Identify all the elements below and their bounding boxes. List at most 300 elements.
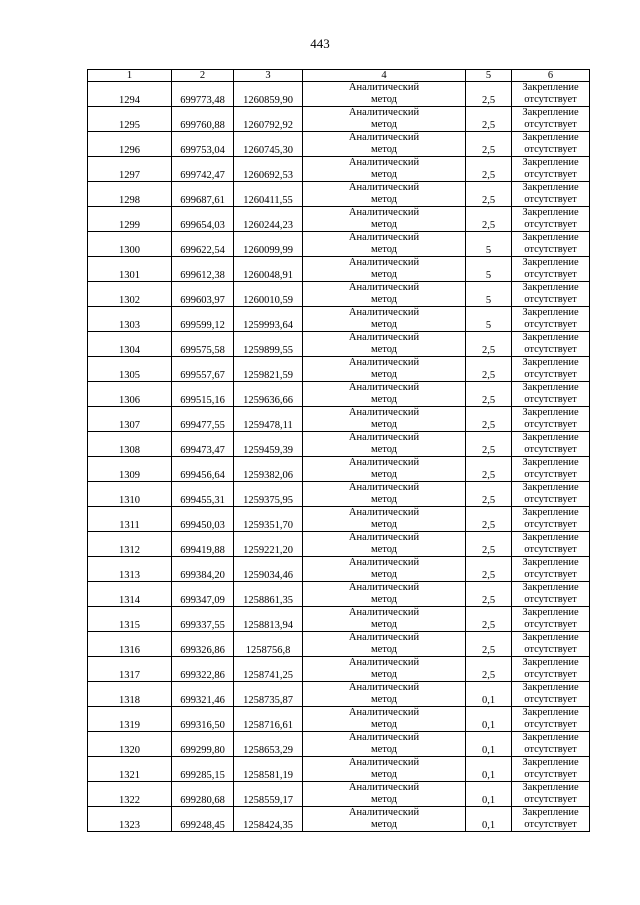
- method-cell: [303, 457, 466, 482]
- method-line-1: Аналитический: [348, 607, 420, 618]
- fixation-line-2: отсутствует: [524, 294, 577, 305]
- method-line-1: Аналитический: [348, 157, 420, 168]
- fixation-line-1: Закрепление: [522, 407, 579, 418]
- method-line-1: Аналитический: [348, 582, 420, 593]
- table-row: [88, 607, 590, 632]
- method-line-1: Аналитический: [348, 507, 420, 518]
- method-cell: [303, 182, 466, 207]
- x-coordinate-cell: 699622,54: [172, 232, 234, 257]
- accuracy-cell: 2,5: [466, 132, 512, 157]
- x-coordinate-cell: 699575,58: [172, 332, 234, 357]
- method-line-2: метод: [370, 744, 398, 755]
- accuracy-cell: 2,5: [466, 632, 512, 657]
- fixation-cell: [512, 732, 590, 757]
- fixation-cell: [512, 582, 590, 607]
- fixation-line-1: Закрепление: [522, 332, 579, 343]
- header-cell-5: 5: [466, 70, 512, 82]
- accuracy-cell: 0,1: [466, 732, 512, 757]
- point-number-cell: 1319: [88, 707, 172, 732]
- method-cell: [303, 532, 466, 557]
- method-line-1: Аналитический: [348, 782, 420, 793]
- fixation-cell: [512, 232, 590, 257]
- method-line-2: метод: [370, 694, 398, 705]
- x-coordinate-cell: 699384,20: [172, 557, 234, 582]
- point-number-cell: 1311: [88, 507, 172, 532]
- method-line-1: Аналитический: [348, 207, 420, 218]
- y-coordinate-cell: 1259351,70: [234, 507, 303, 532]
- y-coordinate-cell: 1260048,91: [234, 257, 303, 282]
- accuracy-cell: 2,5: [466, 82, 512, 107]
- table-row: [88, 132, 590, 157]
- table-row: [88, 707, 590, 732]
- y-coordinate-cell: 1258653,29: [234, 732, 303, 757]
- fixation-line-2: отсутствует: [524, 319, 577, 330]
- accuracy-cell: 2,5: [466, 357, 512, 382]
- method-line-2: метод: [370, 544, 398, 555]
- fixation-cell: [512, 682, 590, 707]
- y-coordinate-cell: 1258716,61: [234, 707, 303, 732]
- accuracy-cell: 5: [466, 257, 512, 282]
- method-cell: [303, 257, 466, 282]
- x-coordinate-cell: 699603,97: [172, 282, 234, 307]
- point-number-cell: 1295: [88, 107, 172, 132]
- method-line-1: Аналитический: [348, 532, 420, 543]
- point-number-cell: 1305: [88, 357, 172, 382]
- accuracy-cell: 5: [466, 307, 512, 332]
- fixation-line-2: отсутствует: [524, 619, 577, 630]
- fixation-line-1: Закрепление: [522, 507, 579, 518]
- accuracy-cell: 0,1: [466, 707, 512, 732]
- y-coordinate-cell: 1259221,20: [234, 532, 303, 557]
- fixation-line-2: отсутствует: [524, 169, 577, 180]
- fixation-line-1: Закрепление: [522, 157, 579, 168]
- accuracy-cell: 2,5: [466, 382, 512, 407]
- fixation-cell: [512, 307, 590, 332]
- header-cell-4: 4: [303, 70, 466, 82]
- fixation-line-2: отсутствует: [524, 794, 577, 805]
- x-coordinate-cell: 699299,80: [172, 732, 234, 757]
- x-coordinate-cell: 699322,86: [172, 657, 234, 682]
- y-coordinate-cell: 1259899,55: [234, 332, 303, 357]
- fixation-line-2: отсутствует: [524, 719, 577, 730]
- fixation-line-1: Закрепление: [522, 757, 579, 768]
- y-coordinate-cell: 1260745,30: [234, 132, 303, 157]
- point-number-cell: 1314: [88, 582, 172, 607]
- x-coordinate-cell: 699599,12: [172, 307, 234, 332]
- method-line-2: метод: [370, 119, 398, 130]
- fixation-line-1: Закрепление: [522, 732, 579, 743]
- accuracy-cell: 2,5: [466, 157, 512, 182]
- fixation-line-1: Закрепление: [522, 557, 579, 568]
- accuracy-cell: 2,5: [466, 582, 512, 607]
- fixation-cell: [512, 457, 590, 482]
- fixation-cell: [512, 532, 590, 557]
- header-row: [88, 70, 590, 82]
- y-coordinate-cell: 1260692,53: [234, 157, 303, 182]
- fixation-line-2: отсутствует: [524, 269, 577, 280]
- fixation-cell: [512, 782, 590, 807]
- fixation-line-1: Закрепление: [522, 807, 579, 818]
- y-coordinate-cell: 1260010,59: [234, 282, 303, 307]
- fixation-line-2: отсутствует: [524, 369, 577, 380]
- fixation-line-2: отсутствует: [524, 419, 577, 430]
- y-coordinate-cell: 1259375,95: [234, 482, 303, 507]
- fixation-line-1: Закрепление: [522, 382, 579, 393]
- table-row: [88, 357, 590, 382]
- method-line-2: метод: [370, 244, 398, 255]
- x-coordinate-cell: 699473,47: [172, 432, 234, 457]
- y-coordinate-cell: 1260099,99: [234, 232, 303, 257]
- method-cell: [303, 482, 466, 507]
- point-number-cell: 1321: [88, 757, 172, 782]
- method-line-1: Аналитический: [348, 557, 420, 568]
- point-number-cell: 1297: [88, 157, 172, 182]
- y-coordinate-cell: 1260859,90: [234, 82, 303, 107]
- header-cell-2: 2: [172, 70, 234, 82]
- method-cell: [303, 782, 466, 807]
- x-coordinate-cell: 699337,55: [172, 607, 234, 632]
- method-cell: [303, 357, 466, 382]
- fixation-line-1: Закрепление: [522, 132, 579, 143]
- fixation-line-2: отсутствует: [524, 494, 577, 505]
- method-cell: [303, 232, 466, 257]
- table-row: [88, 307, 590, 332]
- point-number-cell: 1302: [88, 282, 172, 307]
- table-row: [88, 807, 590, 832]
- method-cell: [303, 132, 466, 157]
- x-coordinate-cell: 699347,09: [172, 582, 234, 607]
- x-coordinate-cell: 699654,03: [172, 207, 234, 232]
- x-coordinate-cell: 699515,16: [172, 382, 234, 407]
- header-cell-3: 3: [234, 70, 303, 82]
- x-coordinate-cell: 699321,46: [172, 682, 234, 707]
- accuracy-cell: 0,1: [466, 782, 512, 807]
- fixation-line-2: отсутствует: [524, 194, 577, 205]
- method-cell: [303, 632, 466, 657]
- fixation-line-2: отсутствует: [524, 469, 577, 480]
- point-number-cell: 1304: [88, 332, 172, 357]
- method-line-2: метод: [370, 344, 398, 355]
- page-number: 443: [310, 36, 330, 51]
- point-number-cell: 1294: [88, 82, 172, 107]
- fixation-line-1: Закрепление: [522, 582, 579, 593]
- fixation-line-1: Закрепление: [522, 257, 579, 268]
- fixation-cell: [512, 257, 590, 282]
- fixation-cell: [512, 107, 590, 132]
- fixation-line-1: Закрепление: [522, 482, 579, 493]
- method-line-2: метод: [370, 494, 398, 505]
- fixation-line-1: Закрепление: [522, 182, 579, 193]
- method-cell: [303, 507, 466, 532]
- fixation-cell: [512, 557, 590, 582]
- x-coordinate-cell: 699773,48: [172, 82, 234, 107]
- y-coordinate-cell: 1259459,39: [234, 432, 303, 457]
- fixation-cell: [512, 282, 590, 307]
- fixation-line-2: отсутствует: [524, 344, 577, 355]
- header-cell-6: 6: [512, 70, 590, 82]
- fixation-line-2: отсутствует: [524, 644, 577, 655]
- fixation-line-1: Закрепление: [522, 282, 579, 293]
- fixation-line-1: Закрепление: [522, 207, 579, 218]
- method-cell: [303, 607, 466, 632]
- fixation-cell: [512, 707, 590, 732]
- method-line-2: метод: [370, 719, 398, 730]
- method-line-2: метод: [370, 419, 398, 430]
- y-coordinate-cell: 1259478,11: [234, 407, 303, 432]
- method-line-1: Аналитический: [348, 482, 420, 493]
- fixation-cell: [512, 207, 590, 232]
- method-cell: [303, 107, 466, 132]
- table-row: [88, 157, 590, 182]
- fixation-line-1: Закрепление: [522, 607, 579, 618]
- method-line-2: метод: [370, 144, 398, 155]
- method-line-2: метод: [370, 819, 398, 830]
- fixation-cell: [512, 407, 590, 432]
- method-line-2: метод: [370, 444, 398, 455]
- y-coordinate-cell: 1259382,06: [234, 457, 303, 482]
- fixation-cell: [512, 132, 590, 157]
- accuracy-cell: 2,5: [466, 607, 512, 632]
- method-line-1: Аналитический: [348, 407, 420, 418]
- fixation-line-1: Закрепление: [522, 782, 579, 793]
- accuracy-cell: 2,5: [466, 557, 512, 582]
- point-number-cell: 1313: [88, 557, 172, 582]
- y-coordinate-cell: 1258861,35: [234, 582, 303, 607]
- method-cell: [303, 582, 466, 607]
- fixation-line-1: Закрепление: [522, 307, 579, 318]
- y-coordinate-cell: 1260792,92: [234, 107, 303, 132]
- header-cell-1: 1: [88, 70, 172, 82]
- x-coordinate-cell: 699687,61: [172, 182, 234, 207]
- table-row: [88, 757, 590, 782]
- method-line-2: метод: [370, 294, 398, 305]
- method-cell: [303, 157, 466, 182]
- fixation-line-2: отсутствует: [524, 394, 577, 405]
- fixation-line-2: отсутствует: [524, 819, 577, 830]
- table-row: [88, 282, 590, 307]
- point-number-cell: 1301: [88, 257, 172, 282]
- method-line-1: Аналитический: [348, 757, 420, 768]
- table-row: [88, 257, 590, 282]
- x-coordinate-cell: 699760,88: [172, 107, 234, 132]
- method-line-1: Аналитический: [348, 257, 420, 268]
- point-number-cell: 1316: [88, 632, 172, 657]
- table-header: [88, 70, 590, 82]
- x-coordinate-cell: 699742,47: [172, 157, 234, 182]
- method-cell: [303, 432, 466, 457]
- table-row: [88, 382, 590, 407]
- accuracy-cell: 2,5: [466, 407, 512, 432]
- accuracy-cell: 2,5: [466, 182, 512, 207]
- x-coordinate-cell: 699456,64: [172, 457, 234, 482]
- fixation-cell: [512, 157, 590, 182]
- fixation-cell: [512, 382, 590, 407]
- table-row: [88, 457, 590, 482]
- table-row: [88, 732, 590, 757]
- method-line-1: Аналитический: [348, 307, 420, 318]
- method-line-1: Аналитический: [348, 807, 420, 818]
- x-coordinate-cell: 699326,86: [172, 632, 234, 657]
- table-row: [88, 557, 590, 582]
- x-coordinate-cell: 699316,50: [172, 707, 234, 732]
- method-line-1: Аналитический: [348, 82, 420, 93]
- fixation-line-2: отсутствует: [524, 444, 577, 455]
- x-coordinate-cell: 699280,68: [172, 782, 234, 807]
- method-line-1: Аналитический: [348, 382, 420, 393]
- method-cell: [303, 407, 466, 432]
- fixation-line-2: отсутствует: [524, 519, 577, 530]
- method-cell: [303, 657, 466, 682]
- fixation-line-1: Закрепление: [522, 432, 579, 443]
- table-row: [88, 532, 590, 557]
- table-row: [88, 632, 590, 657]
- accuracy-cell: 2,5: [466, 207, 512, 232]
- x-coordinate-cell: 699557,67: [172, 357, 234, 382]
- table-row: [88, 107, 590, 132]
- point-number-cell: 1300: [88, 232, 172, 257]
- method-line-2: метод: [370, 594, 398, 605]
- y-coordinate-cell: 1259034,46: [234, 557, 303, 582]
- x-coordinate-cell: 699612,38: [172, 257, 234, 282]
- method-line-2: метод: [370, 194, 398, 205]
- method-line-2: метод: [370, 94, 398, 105]
- method-cell: [303, 557, 466, 582]
- fixation-line-1: Закрепление: [522, 232, 579, 243]
- table-row: [88, 82, 590, 107]
- fixation-cell: [512, 757, 590, 782]
- table-row: [88, 207, 590, 232]
- fixation-line-2: отсутствует: [524, 544, 577, 555]
- accuracy-cell: 5: [466, 282, 512, 307]
- method-line-2: метод: [370, 394, 398, 405]
- x-coordinate-cell: 699285,15: [172, 757, 234, 782]
- fixation-line-1: Закрепление: [522, 532, 579, 543]
- fixation-line-2: отсутствует: [524, 769, 577, 780]
- table-row: [88, 432, 590, 457]
- accuracy-cell: 2,5: [466, 482, 512, 507]
- accuracy-cell: 2,5: [466, 332, 512, 357]
- method-line-1: Аналитический: [348, 432, 420, 443]
- fixation-line-2: отсутствует: [524, 669, 577, 680]
- point-number-cell: 1299: [88, 207, 172, 232]
- method-cell: [303, 82, 466, 107]
- fixation-cell: [512, 657, 590, 682]
- y-coordinate-cell: 1258559,17: [234, 782, 303, 807]
- table-row: [88, 682, 590, 707]
- method-line-1: Аналитический: [348, 282, 420, 293]
- fixation-line-1: Закрепление: [522, 357, 579, 368]
- method-line-2: метод: [370, 669, 398, 680]
- method-line-1: Аналитический: [348, 707, 420, 718]
- method-cell: [303, 282, 466, 307]
- point-number-cell: 1320: [88, 732, 172, 757]
- accuracy-cell: 2,5: [466, 432, 512, 457]
- method-line-2: метод: [370, 794, 398, 805]
- y-coordinate-cell: 1259821,59: [234, 357, 303, 382]
- method-line-2: метод: [370, 369, 398, 380]
- point-number-cell: 1317: [88, 657, 172, 682]
- x-coordinate-cell: 699450,03: [172, 507, 234, 532]
- fixation-line-2: отсутствует: [524, 94, 577, 105]
- table-row: [88, 657, 590, 682]
- table-row: [88, 232, 590, 257]
- accuracy-cell: 2,5: [466, 457, 512, 482]
- fixation-cell: [512, 607, 590, 632]
- method-cell: [303, 682, 466, 707]
- method-cell: [303, 307, 466, 332]
- y-coordinate-cell: 1258813,94: [234, 607, 303, 632]
- fixation-line-1: Закрепление: [522, 657, 579, 668]
- x-coordinate-cell: 699753,04: [172, 132, 234, 157]
- x-coordinate-cell: 699477,55: [172, 407, 234, 432]
- method-line-1: Аналитический: [348, 232, 420, 243]
- method-line-2: метод: [370, 644, 398, 655]
- method-cell: [303, 807, 466, 832]
- accuracy-cell: 0,1: [466, 757, 512, 782]
- fixation-cell: [512, 807, 590, 832]
- point-number-cell: 1318: [88, 682, 172, 707]
- method-line-1: Аналитический: [348, 682, 420, 693]
- method-cell: [303, 707, 466, 732]
- accuracy-cell: 2,5: [466, 532, 512, 557]
- accuracy-cell: 2,5: [466, 657, 512, 682]
- method-line-1: Аналитический: [348, 632, 420, 643]
- method-line-2: метод: [370, 269, 398, 280]
- method-cell: [303, 757, 466, 782]
- table-row: [88, 407, 590, 432]
- fixation-line-2: отсутствует: [524, 144, 577, 155]
- fixation-cell: [512, 182, 590, 207]
- point-number-cell: 1310: [88, 482, 172, 507]
- fixation-line-1: Закрепление: [522, 107, 579, 118]
- y-coordinate-cell: 1259636,66: [234, 382, 303, 407]
- table-row: [88, 482, 590, 507]
- method-line-1: Аналитический: [348, 657, 420, 668]
- table-row: [88, 582, 590, 607]
- method-cell: [303, 332, 466, 357]
- method-cell: [303, 382, 466, 407]
- y-coordinate-cell: 1260244,23: [234, 207, 303, 232]
- method-line-2: метод: [370, 319, 398, 330]
- method-line-1: Аналитический: [348, 332, 420, 343]
- fixation-line-2: отсутствует: [524, 744, 577, 755]
- point-number-cell: 1315: [88, 607, 172, 632]
- fixation-line-1: Закрепление: [522, 457, 579, 468]
- method-line-2: метод: [370, 469, 398, 480]
- method-line-1: Аналитический: [348, 182, 420, 193]
- x-coordinate-cell: 699248,45: [172, 807, 234, 832]
- point-number-cell: 1306: [88, 382, 172, 407]
- y-coordinate-cell: 1260411,55: [234, 182, 303, 207]
- table-row: [88, 507, 590, 532]
- point-number-cell: 1298: [88, 182, 172, 207]
- fixation-line-1: Закрепление: [522, 82, 579, 93]
- x-coordinate-cell: 699419,88: [172, 532, 234, 557]
- method-line-1: Аналитический: [348, 357, 420, 368]
- fixation-cell: [512, 357, 590, 382]
- fixation-cell: [512, 632, 590, 657]
- method-line-1: Аналитический: [348, 457, 420, 468]
- table-row: [88, 782, 590, 807]
- y-coordinate-cell: 1259993,64: [234, 307, 303, 332]
- method-line-1: Аналитический: [348, 132, 420, 143]
- table-row: [88, 332, 590, 357]
- accuracy-cell: 0,1: [466, 807, 512, 832]
- fixation-line-2: отсутствует: [524, 244, 577, 255]
- y-coordinate-cell: 1258735,87: [234, 682, 303, 707]
- y-coordinate-cell: 1258424,35: [234, 807, 303, 832]
- point-number-cell: 1296: [88, 132, 172, 157]
